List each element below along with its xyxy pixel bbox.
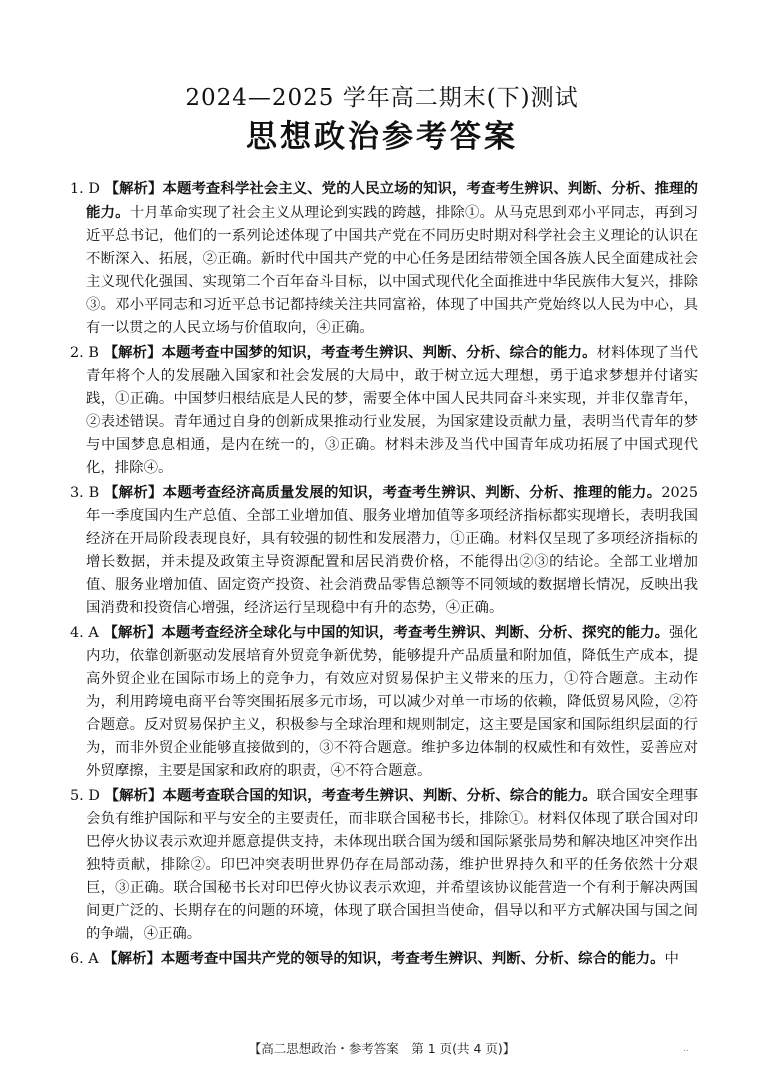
- page-subtitle: 思想政治参考答案: [246, 119, 518, 155]
- answer-number: 2. B: [70, 345, 99, 361]
- answer-body: 2025年一季度国内生产总值、全部工业增加值、服务业增加值等多项经济指标都实现增长，表明我国经济在开局阶段表现良好，具有较强的韧性和发展潜力，①正确。材料仅呈现了多项经济指标的增长数据，并未提及政策主导资源配置和居民消费价格，不能得出②③的结论。全部工业增加值、服务业增加值、固定资产投资、社会消费品零售总额等不同领域的数据增长情况，反映出我国消费和投资信心增强，经济运行呈现稳中有升的态势，④正确。: [86, 485, 698, 616]
- page-title: 2024—2025 学年高二期末(下)测试: [185, 85, 579, 111]
- answer-label: 【解析】本题考查经济全球化与中国的知识，考查考生辨识、判断、分析、探究的能力。: [103, 624, 670, 641]
- answer-item-6: [70, 947, 698, 971]
- answer-item-2: [70, 341, 698, 480]
- answer-label: 【解析】本题考查中国梦的知识，考查考生辨识、判断、分析、综合的能力。: [103, 344, 597, 361]
- answer-body: 材料体现了当代青年将个人的发展融入国家和社会发展的大局中，敢于树立远大理想，勇于追求梦想并付诸实践，①正确。中国梦归根结底是人民的梦，需要全体中国人民共同奋斗来实现，并非仅靠青年，②表述错误。青年通过自身的创新成果推动行业发展，为国家建设贡献力量，表明当代青年的梦与中国梦息息相通，是内在统一的，③正确。材料未涉及当代中国青年成功拓展了中国式现代化，排除④。: [86, 345, 698, 476]
- answer-number: 5. D: [70, 788, 100, 804]
- answer-number: 3. B: [70, 485, 100, 501]
- answer-label: 【解析】本题考查科学社会主义、党的人民立场的知识，考查考生辨识、判断、分析、推理的能力。: [86, 180, 699, 221]
- answer-body: 中: [664, 951, 679, 967]
- answer-list: [70, 177, 698, 972]
- answer-number: 6. A: [70, 951, 99, 967]
- answer-number: 1. D: [70, 181, 100, 197]
- answer-label: 【解析】本题考查中国共产党的领导的知识，考查考生辨识、判断、分析、综合的能力。: [103, 950, 665, 967]
- answer-body: 联合国安全理事会负有维护国际和平与安全的主要责任，而非联合国秘书长，排除①。材料仅体现了联合国对印巴停火协议表示欢迎并愿意提供支持，未体现出联合国为缓和国际紧张局势和解决地区冲突作出独特贡献，排除②。印巴冲突表明世界仍存在局部动荡，维护世界持久和平的任务依然十分艰巨，③正确。联合国秘书长对印巴停火协议表示欢迎，并希望该协议能营造一个有利于解决两国间更广泛的、长期存在的问题的环境，体现了联合国担当使命，倡导以和平方式解决国与国之间的争端，④正确。: [86, 788, 699, 942]
- answer-label: 【解析】本题考查经济高质量发展的知识，考查考生辨识、判断、分析、推理的能力。: [104, 484, 662, 501]
- page-footer: 【高二思想政治・参考答案 第 1 页(共 4 页)】: [248, 1041, 516, 1056]
- answer-item-1: [70, 177, 698, 340]
- corner-mark: ..: [683, 1044, 689, 1054]
- answer-label: 【解析】本题考查联合国的知识，考查考生辨识、判断、分析、综合的能力。: [104, 787, 597, 804]
- answer-body: 十月革命实现了社会主义从理论到实践的跨越，排除①。从马克思到邓小平同志，再到习近平总书记，他们的一系列论述体现了中国共产党在不同历史时期对科学社会主义理论的认识在不断深入、拓展，②正确。新时代中国共产党的中心任务是团结带领全国各族人民全面建成社会主义现代化强国、实现第二个百年奋斗目标，以中国式现代化全面推进中华民族伟大复兴，排除③。邓小平同志和习近平总书记都持续关注共同富裕，体现了中国共产党始终以人民为中心，具有一以贯之的人民立场与价值取向，④正确。: [86, 205, 698, 336]
- answer-item-5: [70, 784, 698, 946]
- answer-item-4: [70, 621, 698, 783]
- answer-body: 强化内功，依靠创新驱动发展培育外贸竞争新优势，能够提升产品质量和附加值，降低生产成本，提高外贸企业在国际市场上的竞争力，有效应对贸易保护主义带来的压力，①符合题意。主动作为，利用跨境电商平台等突围拓展多元市场，可以减少对单一市场的依赖，降低贸易风险，②符合题意。反对贸易保护主义，积极参与全球治理和规则制定，这主要是国家和国际组织层面的行为，而非外贸企业能够直接做到的，③不符合题意。维护多边体制的权威性和有效性，妥善应对外贸摩擦，主要是国家和政府的职责，④不符合题意。: [86, 625, 698, 779]
- answer-item-3: [70, 481, 698, 620]
- answer-number: 4. A: [70, 625, 99, 641]
